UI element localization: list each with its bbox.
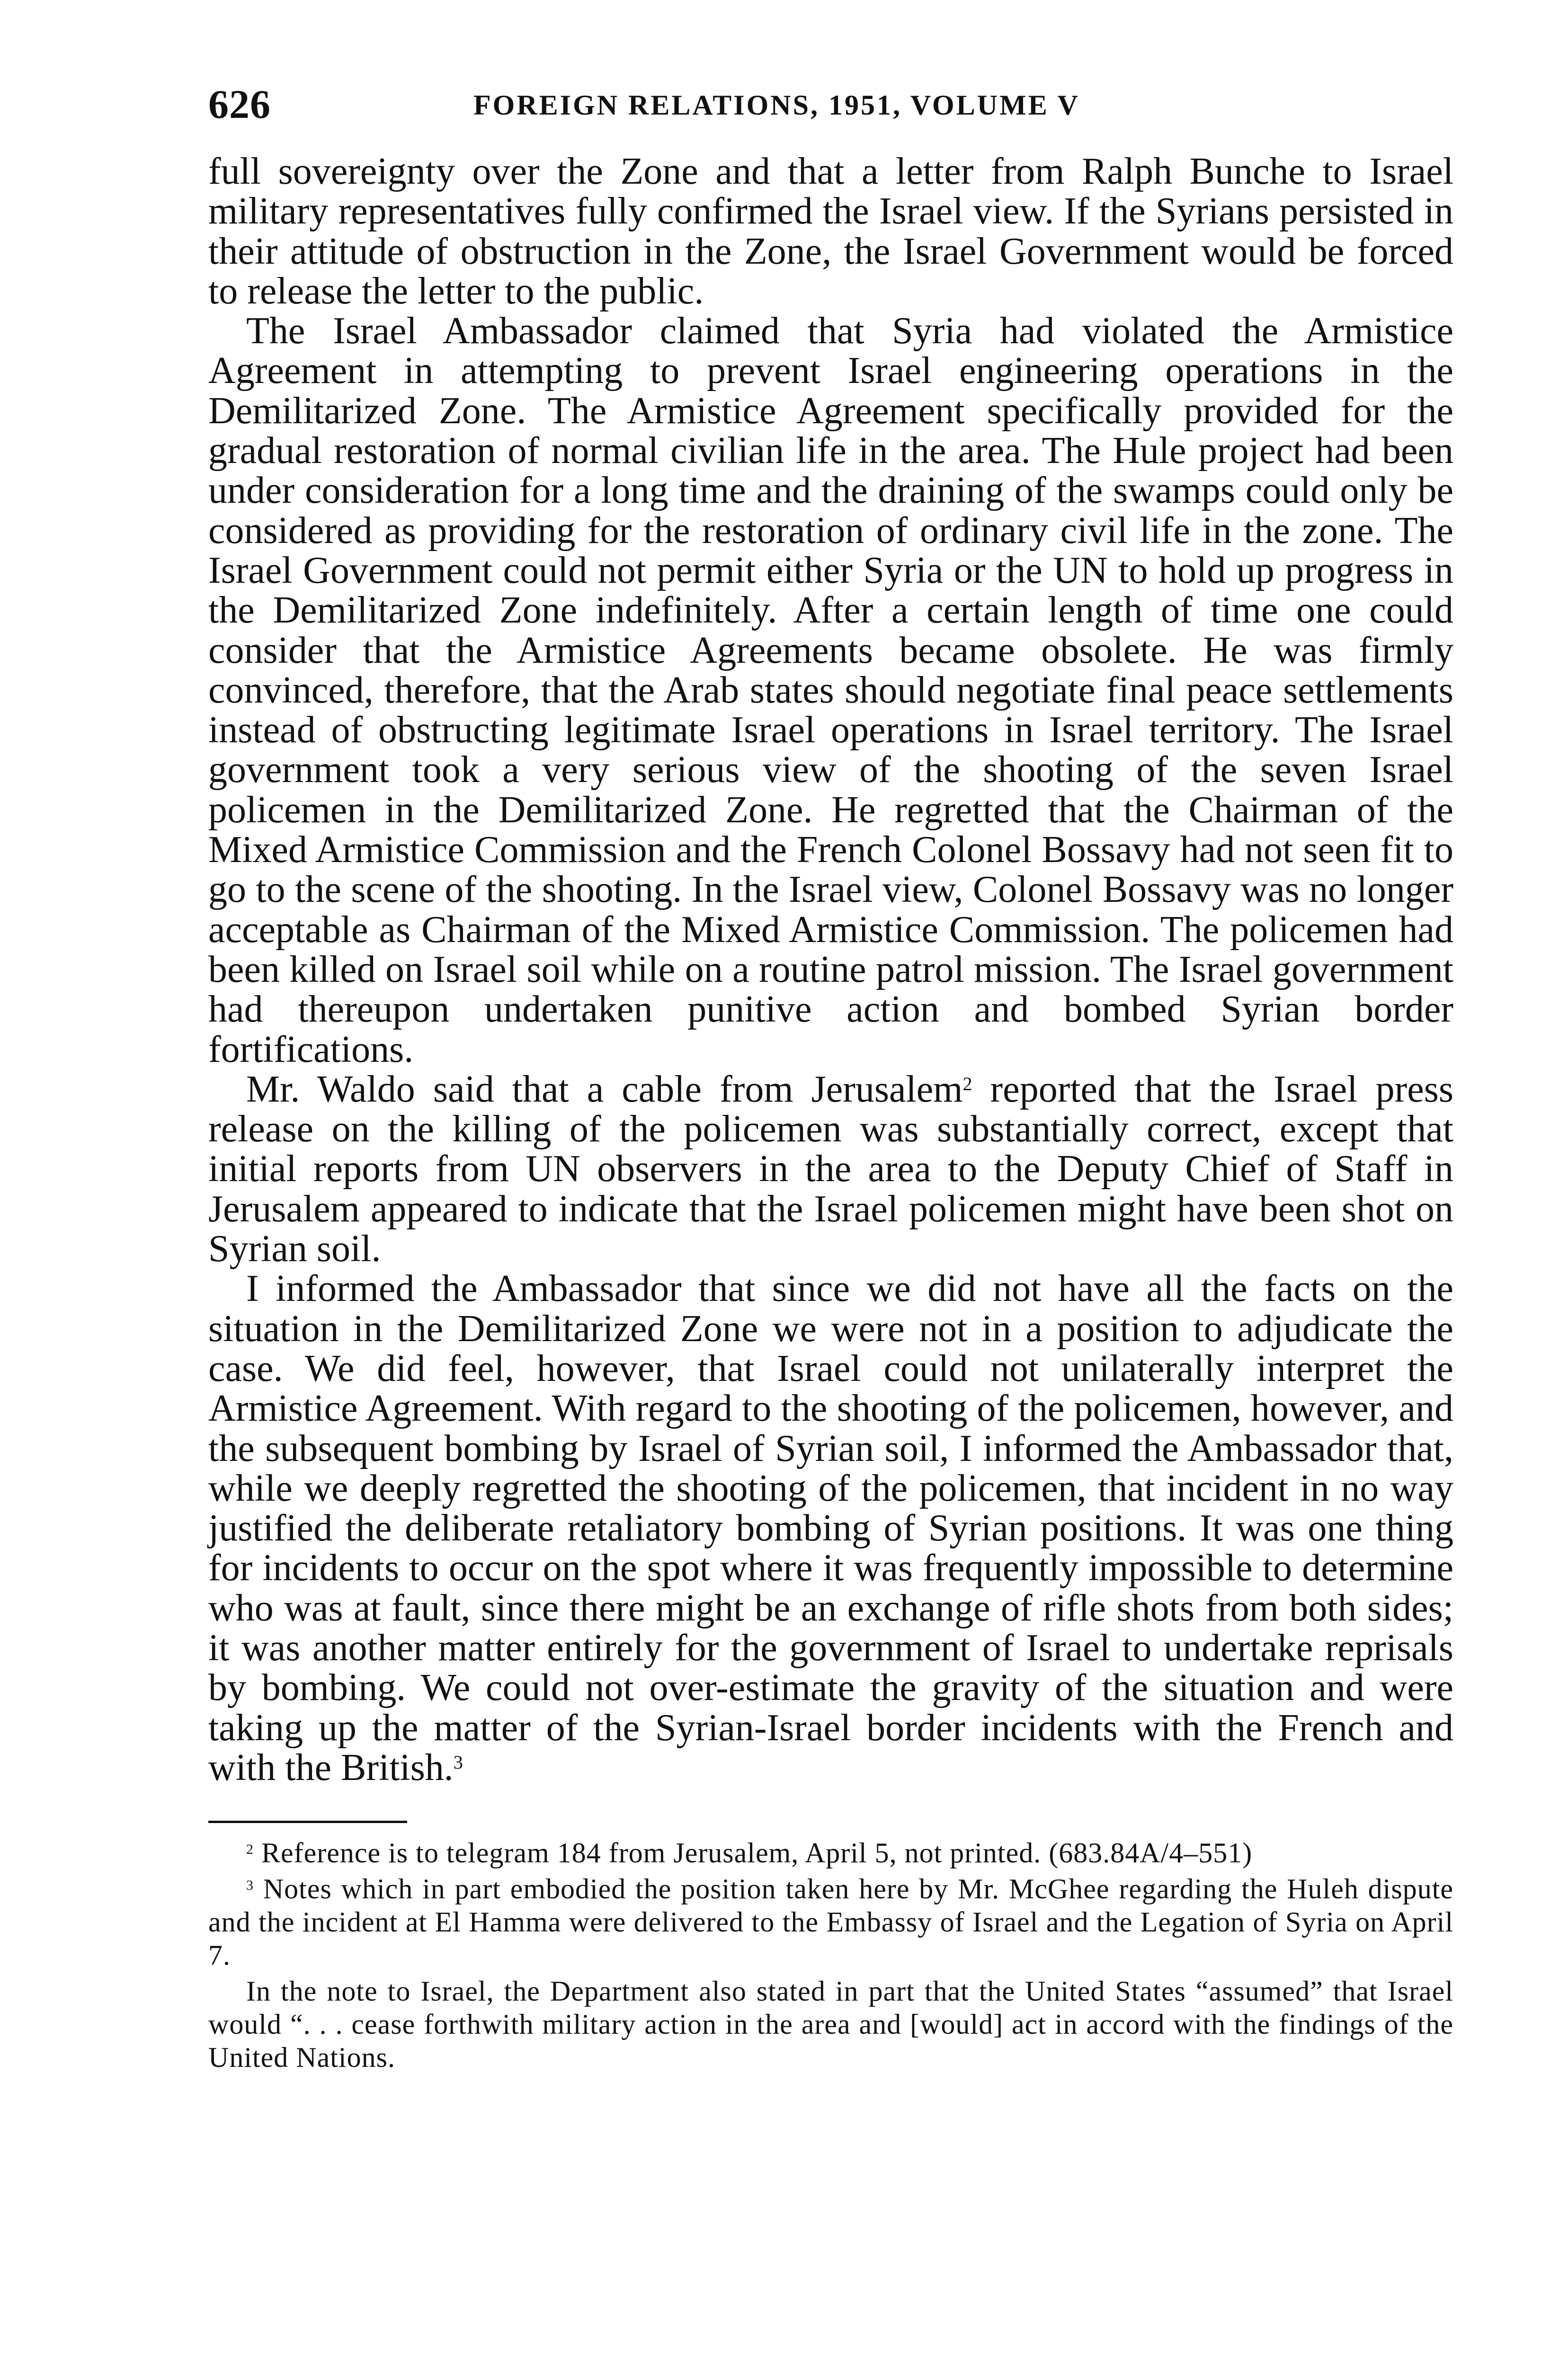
body-text — [208, 151, 1453, 1788]
page-header — [208, 80, 1453, 133]
paragraph-waldo-text-b: reported that the Israel press release on the killing of the policemen was substantially correct, except that initial reports from UN observers in the area to the Deputy Chief of Staff in Jerusalem appeared to indicate that the Israel policemen might have been shot on Syrian soil. — [208, 1068, 1453, 1270]
footnote-marker-2: 2 — [246, 1842, 254, 1858]
running-head: FOREIGN RELATIONS, 1951, VOLUME V — [473, 89, 1080, 121]
footnote-3 — [208, 1872, 1453, 1972]
footnote-3-text: Notes which in part embodied the position taken here by Mr. McGhee regarding the Huleh dispute and the incident at El Hamma were delivered to the Embassy of Israel and the Legation of Syria on April 7. — [208, 1873, 1453, 1971]
paragraph-informed-text: I informed the Ambassador that since we did not have all the facts on the situation in the Demilitarized Zone we were not in a position to adjudicate the case. We did feel, however, that Israel could not unilaterally interpret the Armistice Agreement. With regard to the shooting of the policemen, however, and the subsequent bombing by Israel of Syrian soil, I informed the Ambassador that, while we deeply regretted the shooting of the policemen, that incident in no way justified the deliberate retaliatory bombing of Syrian positions. It was one thing for incidents to occur on the spot where it was frequently impossible to determine who was at fault, since there might be an exchange of rifle shots from both sides; it was another matter entirely for the government of Israel to undertake reprisals by bombing. We could not over-estimate the gravity of the situation and were taking up the matter of the Syrian-Israel border incidents with the French and with the British. — [208, 1268, 1453, 1789]
footnote-ref-3: 3 — [453, 1751, 463, 1773]
footnotes — [208, 1836, 1453, 2074]
footnote-ref-2: 2 — [962, 1073, 972, 1095]
page-number: 626 — [208, 81, 271, 127]
paragraph-waldo-text-a: Mr. Waldo said that a cable from Jerusalem — [246, 1068, 963, 1110]
footnote-3-continued-text: In the note to Israel, the Department also stated in part that the United States “assumed” that Israel would “. . . cease forthwith military action in the area and [would] act in accord with the findings of the United Nations. — [208, 1975, 1453, 2073]
footnote-3-continued — [208, 1975, 1453, 2074]
footnote-2-text: Reference is to telegram 184 from Jerusalem, April 5, not printed. (683.84A/4–551) — [254, 1837, 1253, 1869]
paragraph-informed-ambassador — [208, 1269, 1453, 1788]
paragraph-continued: full sovereignty over the Zone and that a letter from Ralph Bunche to Israel military representatives fully confirmed the Israel view. If the Syrians persisted in their attitude of obstruction in the Zone, the Israel Government would be forced to release the letter to the public. — [208, 151, 1453, 312]
document-page — [208, 80, 1453, 2074]
paragraph-waldo — [208, 1069, 1453, 1269]
footnote-2 — [208, 1836, 1453, 1869]
footnote-divider — [208, 1821, 407, 1823]
paragraph-ambassador-claim: The Israel Ambassador claimed that Syria had violated the Armistice Agreement in attempting to prevent Israel engineering operations in the Demilitarized Zone. The Armistice Agreement specifically provided for the gradual restoration of normal civilian life in the area. The Hule project had been under consideration for a long time and the draining of the swamps could only be considered as providing for the restoration of ordinary civil life in the zone. The Israel Government could not permit either Syria or the UN to hold up progress in the Demilitarized Zone indefinitely. After a certain length of time one could consider that the Armistice Agreements became obsolete. He was firmly convinced, therefore, that the Arab states should negotiate final peace settlements instead of obstructing legitimate Israel operations in Israel territory. The Israel government took a very serious view of the shooting of the seven Israel policemen in the Demilitarized Zone. He regretted that the Chairman of the Mixed Armistice Commission and the French Colonel Bossavy had not seen fit to go to the scene of the shooting. In the Israel view, Colonel Bossavy was no longer acceptable as Chairman of the Mixed Armistice Commission. The policemen had been killed on Israel soil while on a routine patrol mission. The Israel government had thereupon undertaken punitive action and bombed Syrian border fortifications. — [208, 310, 1453, 1070]
footnote-marker-3: 3 — [246, 1878, 254, 1894]
